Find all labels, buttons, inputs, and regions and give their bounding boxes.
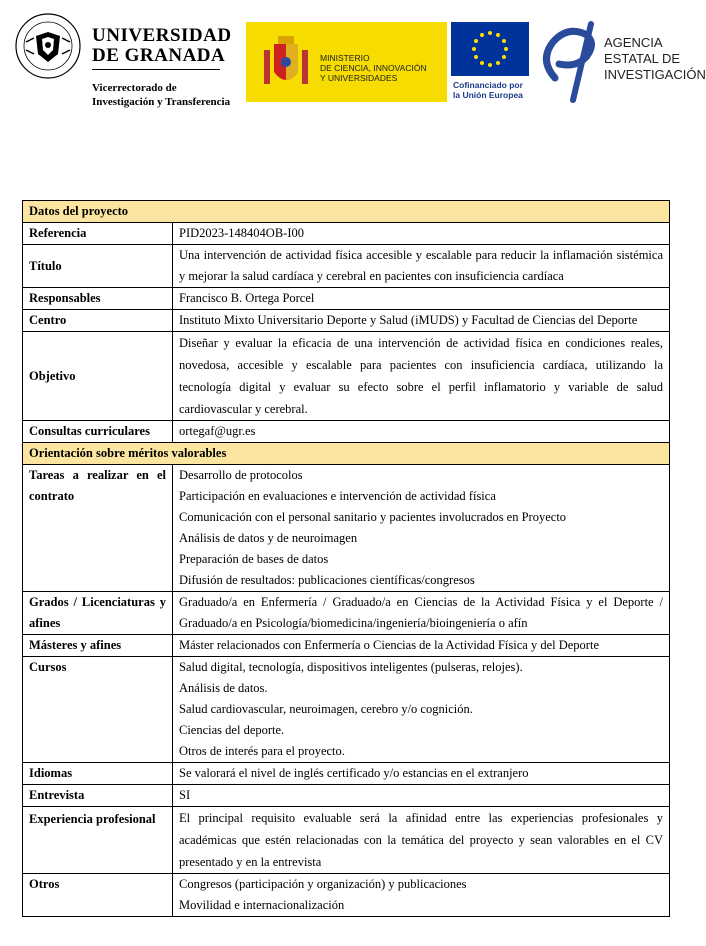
row-titulo — [23, 245, 670, 288]
row-label: Tareas a realizar en el contrato — [23, 465, 173, 592]
list-item: Análisis de datos y de neuroimagen — [179, 531, 358, 545]
row-label: Otros — [23, 874, 173, 917]
aei-text: AGENCIA ESTATAL DE INVESTIGACIÓN — [604, 35, 706, 82]
row-label: Másteres y afines — [23, 635, 173, 657]
university-name: UNIVERSIDAD DE GRANADA — [92, 25, 232, 66]
vicerrectorado-label: Vicerrectorado de Investigación y Transferencia — [92, 82, 231, 108]
row-value: Se valorará el nivel de inglés certificado y/o estancias en el extranjero — [173, 763, 670, 785]
section-title: Datos del proyecto — [23, 201, 670, 223]
list-item: Otros de interés para el proyecto. — [179, 744, 345, 758]
university-divider — [92, 69, 220, 70]
row-value-list — [173, 657, 670, 763]
row-label: Consultas curriculares — [23, 421, 173, 443]
project-table — [22, 200, 670, 917]
list-item: Análisis de datos. — [179, 681, 268, 695]
row-value: Instituto Mixto Universitario Deporte y Salud (iMUDS) y Facultad de Ciencias del Deporte — [173, 310, 670, 332]
eu-text: Cofinanciado por la Unión Europea — [453, 80, 523, 100]
row-experiencia — [23, 807, 670, 874]
row-value: Graduado/a en Enfermería / Graduado/a en Ciencias de la Actividad Física y el Deporte / Graduado/a en Psicología/biomedicina/ingeniería/bioingeniería o afín — [173, 592, 670, 635]
eu-flag-icon — [451, 22, 529, 76]
row-label: Entrevista — [23, 785, 173, 807]
row-responsables — [23, 288, 670, 310]
row-value-list — [173, 465, 670, 592]
row-value: PID2023-148404OB-I00 — [173, 223, 670, 245]
spain-crest-icon — [260, 32, 312, 94]
row-value: Una intervención de actividad física accesible y escalable para reducir la inflamación sistémica y mejorar la salud cardíaca y cerebral en pacientes con insuficiencia cardíaca — [173, 245, 670, 288]
list-item: Movilidad e internacionalización — [179, 898, 345, 912]
row-value: Máster relacionados con Enfermería o Ciencias de la Actividad Física y del Deporte — [173, 635, 670, 657]
contact-email[interactable]: ortegaf@ugr.es — [173, 421, 670, 443]
row-value: Francisco B. Ortega Porcel — [173, 288, 670, 310]
row-grados — [23, 592, 670, 635]
document-header — [0, 0, 706, 125]
row-label: Referencia — [23, 223, 173, 245]
row-label: Cursos — [23, 657, 173, 763]
list-item: Salud cardiovascular, neuroimagen, cerebro y/o cognición. — [179, 702, 473, 716]
section-title: Orientación sobre méritos valorables — [23, 443, 670, 465]
row-idiomas — [23, 763, 670, 785]
list-item: Salud digital, tecnología, dispositivos inteligentes (pulseras, relojes). — [179, 660, 523, 674]
row-value: SI — [173, 785, 670, 807]
row-masteres — [23, 635, 670, 657]
list-item: Difusión de resultados: publicaciones científicas/congresos — [179, 573, 475, 587]
list-item: Ciencias del deporte. — [179, 723, 285, 737]
row-consultas — [23, 421, 670, 443]
section-datos — [23, 201, 670, 223]
row-label: Objetivo — [23, 332, 173, 421]
row-tareas — [23, 465, 670, 592]
row-entrevista — [23, 785, 670, 807]
aei-logo-icon — [535, 20, 603, 104]
row-label: Título — [23, 245, 173, 288]
row-label: Responsables — [23, 288, 173, 310]
list-item: Preparación de bases de datos — [179, 552, 329, 566]
list-item: Congresos (participación y organización) y publicaciones — [179, 877, 467, 891]
row-label: Grados / Licenciaturas y afines — [23, 592, 173, 635]
row-objetivo — [23, 332, 670, 421]
section-orientacion — [23, 443, 670, 465]
list-item: Participación en evaluaciones e intervención de actividad física — [179, 489, 496, 503]
row-value: El principal requisito evaluable será la afinidad entre las experiencias profesionales y académicas que estén relacionadas con la temática del proyecto y sean valorables en el CV presentado y en la entrevista — [173, 807, 670, 874]
list-item: Desarrollo de protocolos — [179, 468, 303, 482]
university-seal-icon — [14, 12, 82, 80]
ministerio-text: MINISTERIO DE CIENCIA, INNOVACIÓN Y UNIVERSIDADES — [320, 53, 427, 83]
row-otros — [23, 874, 670, 917]
row-centro — [23, 310, 670, 332]
row-label: Experiencia profesional — [23, 807, 173, 874]
row-value-list — [173, 874, 670, 917]
list-item: Comunicación con el personal sanitario y pacientes involucrados en Proyecto — [179, 510, 567, 524]
eu-cofinanced-logo — [451, 22, 531, 102]
row-label: Centro — [23, 310, 173, 332]
row-cursos — [23, 657, 670, 763]
ministerio-logo — [246, 22, 447, 102]
row-label: Idiomas — [23, 763, 173, 785]
row-value: Diseñar y evaluar la eficacia de una intervención de actividad física en condiciones reales, novedosa, accesible y escalable para pacientes con insuficiencia cardíaca, utilizando la tecnología digital y evaluar su efecto sobre el perfil inflamatorio y variable de salud cardiovascular y cerebral. — [173, 332, 670, 421]
row-referencia — [23, 223, 670, 245]
